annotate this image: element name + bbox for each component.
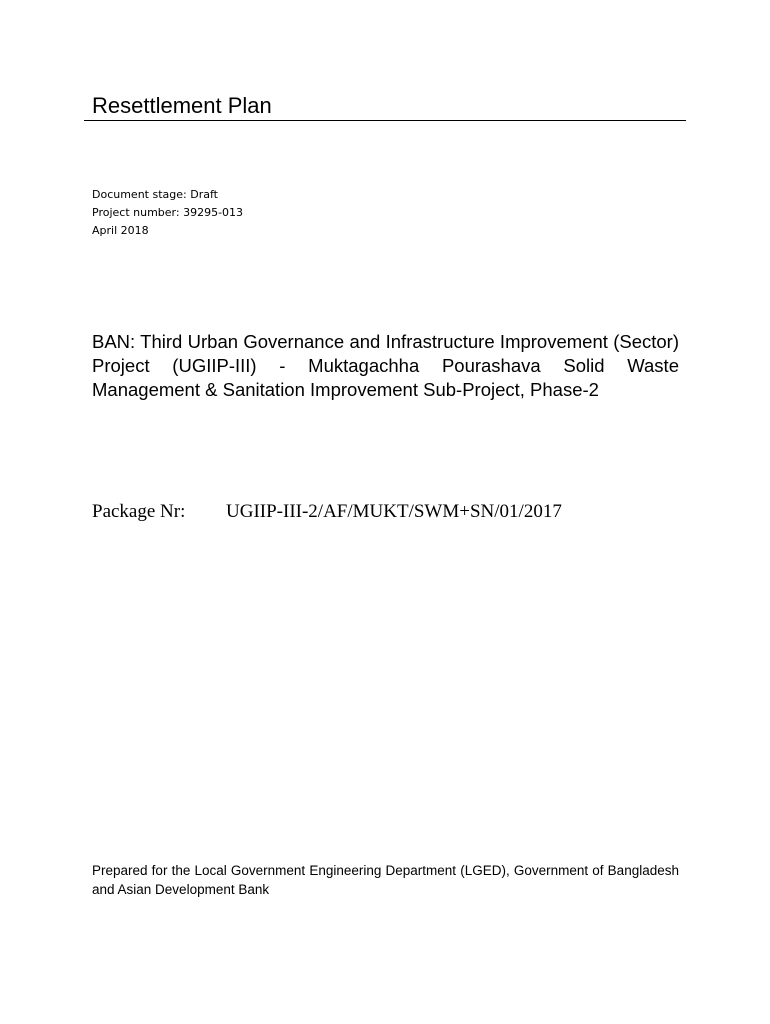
package-number-row	[92, 500, 562, 524]
project-number: Project number: 39295-013	[92, 206, 244, 219]
title-divider	[84, 120, 686, 121]
package-value: UGIIP-III-2/AF/MUKT/SWM+SN/01/2017	[226, 501, 562, 522]
document-metadata	[92, 186, 243, 240]
package-label: Package Nr:	[92, 501, 186, 522]
prepared-for-statement: Prepared for the Local Government Engineering Department (LGED), Government of Bangladesh and Asian Development Bank	[92, 863, 679, 897]
document-stage: Document stage: Draft	[92, 188, 218, 201]
document-date: April 2018	[92, 224, 149, 237]
project-title: BAN: Third Urban Governance and Infrastructure Improvement (Sector) Project (UGIIP-III) - Muktagachha Pourashava Solid Waste Management & Sanitation Improvement Sub-Project, Phase-2	[92, 331, 679, 400]
document-title: Resettlement Plan	[92, 93, 272, 118]
